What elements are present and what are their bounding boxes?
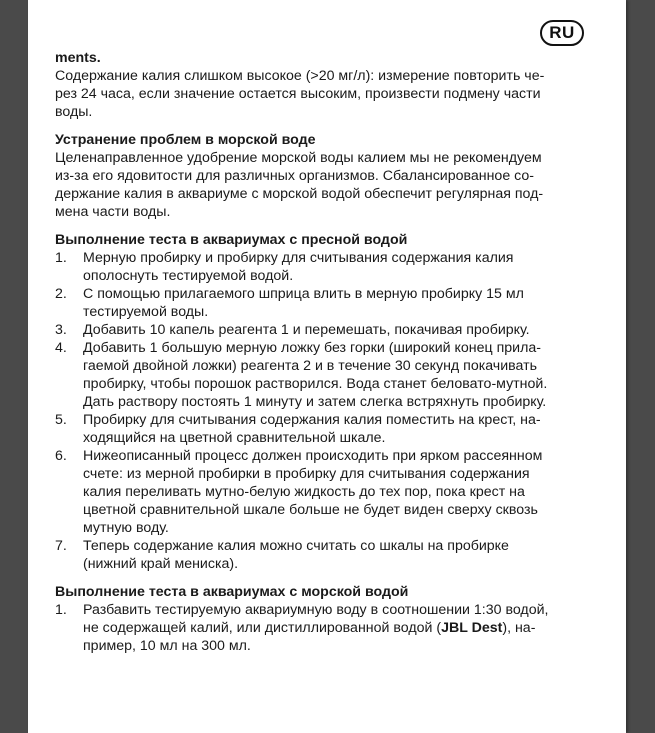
list-line: Теперь содержание калия можно считать со шкалы на пробирке bbox=[83, 538, 509, 554]
list-line: цветной сравнительной шкале больше не будет виден сверху сквозь bbox=[83, 502, 538, 518]
list-line: пробирку, чтобы порошок растворился. Вода станет беловато-мутной. bbox=[83, 376, 548, 392]
list-item bbox=[55, 411, 605, 447]
list-line: счете: из мерной пробирки в пробирку для считывания содержания bbox=[83, 466, 530, 482]
list-line: ходящийся на цветной сравнительной шкале. bbox=[83, 430, 386, 446]
list-line bbox=[83, 619, 605, 637]
list-line: Пробирку для считывания содержания калия поместить на крест, на- bbox=[83, 412, 541, 428]
list-line: калия переливать мутно-белую жидкость до тех пор, пока крест на bbox=[83, 484, 525, 500]
section-heading: Выполнение теста в аквариумах с морской водой bbox=[55, 584, 409, 600]
sea-test-section bbox=[55, 583, 605, 655]
list-item bbox=[55, 447, 605, 537]
list-item bbox=[55, 537, 605, 573]
paragraph-line: мена части воды. bbox=[55, 204, 171, 220]
language-badge: RU bbox=[540, 20, 584, 46]
list-number: 1. bbox=[55, 602, 67, 618]
intro-paragraph bbox=[55, 49, 605, 121]
paragraph-line: Целенаправленное удобрение морской воды калием мы не рекомендуем bbox=[55, 150, 542, 166]
list-number: 3. bbox=[55, 322, 67, 338]
list-item bbox=[55, 321, 605, 339]
list-number: 6. bbox=[55, 448, 67, 464]
list-line: (нижний край мениска). bbox=[83, 556, 239, 572]
list-line: Мерную пробирку и пробирку для считывания содержания калия bbox=[83, 250, 514, 266]
text-run: не содержащей калий, или дистиллированной водой ( bbox=[83, 620, 442, 636]
list-line: С помощью прилагаемого шприца влить в мерную пробирку 15 мл bbox=[83, 286, 524, 302]
list-line: тестируемой воды. bbox=[83, 304, 209, 320]
list-line: Добавить 1 большую мерную ложку без горки (широкий конец прила- bbox=[83, 340, 541, 356]
intro-line: ments. bbox=[55, 50, 101, 66]
list-number: 2. bbox=[55, 286, 67, 302]
list-line: Дать раствору постоять 1 минуту и затем слегка встряхнуть пробирку. bbox=[83, 394, 547, 410]
page-content bbox=[55, 49, 605, 655]
intro-line: рез 24 часа, если значение остается высоким, произвести подмену части bbox=[55, 86, 541, 102]
list-number: 4. bbox=[55, 340, 67, 356]
list-line: ополоснуть тестируемой водой. bbox=[83, 268, 294, 284]
section-heading: Устранение проблем в морской воде bbox=[55, 132, 316, 148]
paragraph-line: из-за его ядовитости для различных организмов. Сбалансированное со- bbox=[55, 168, 535, 184]
list-line: Нижеописанный процесс должен происходить при ярком рассеянном bbox=[83, 448, 543, 464]
section-heading: Выполнение теста в аквариумах с пресной водой bbox=[55, 232, 408, 248]
intro-line: воды. bbox=[55, 104, 93, 120]
list-number: 5. bbox=[55, 412, 67, 428]
list-line: мутную воду. bbox=[83, 520, 169, 536]
text-run: ), на- bbox=[502, 620, 536, 636]
sea-troubleshoot-section bbox=[55, 131, 605, 221]
list-number: 7. bbox=[55, 538, 67, 554]
list-number: 1. bbox=[55, 250, 67, 266]
list-item bbox=[55, 601, 605, 655]
intro-line: Содержание калия слишком высокое (>20 мг/л): измерение повторить че- bbox=[55, 68, 545, 84]
list-line: пример, 10 мл на 300 мл. bbox=[83, 638, 251, 654]
fresh-test-section bbox=[55, 231, 605, 573]
list-item bbox=[55, 285, 605, 321]
list-line: Добавить 10 капель реагента 1 и перемешать, покачивая пробирку. bbox=[83, 322, 530, 338]
list-item bbox=[55, 339, 605, 411]
paragraph-line: держание калия в аквариуме с морской водой обеспечит регулярная под- bbox=[55, 186, 544, 202]
list-line: Разбавить тестируемую аквариумную воду в соотношении 1:30 водой, bbox=[83, 602, 549, 618]
list-item bbox=[55, 249, 605, 285]
product-name: JBL Dest bbox=[441, 620, 503, 636]
list-line: гаемой двойной ложки) реагента 2 и в течение 30 секунд покачивать bbox=[83, 358, 537, 374]
document-page bbox=[28, 0, 626, 733]
